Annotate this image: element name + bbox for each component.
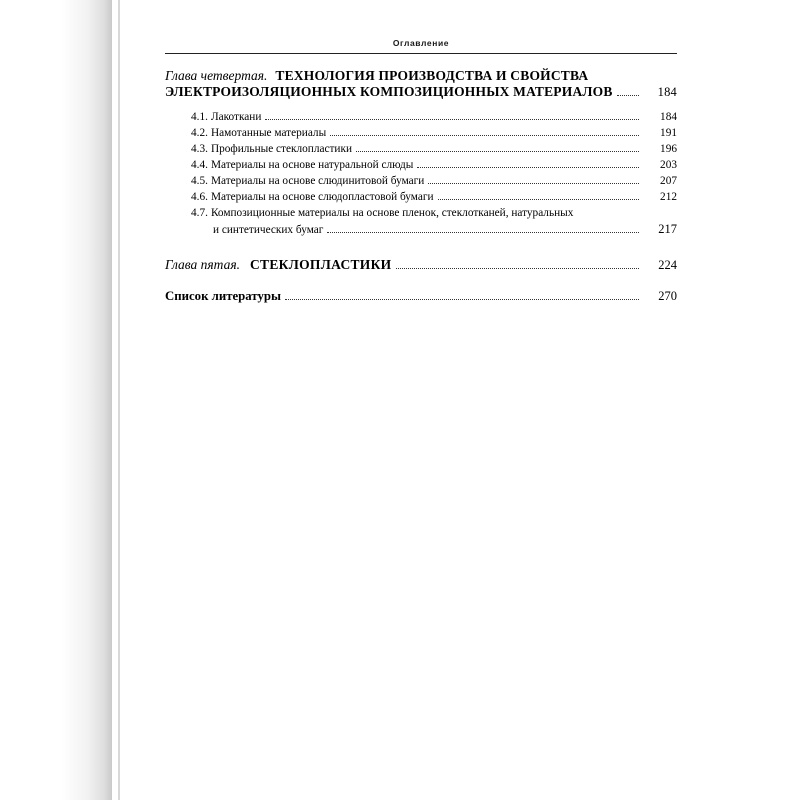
section-number: 4.5. — [191, 175, 208, 188]
section-number: 4.2. — [191, 127, 208, 140]
chapter-entry-five[interactable] — [165, 257, 677, 273]
section-title: Материалы на основе слюдопластовой бумаги — [210, 191, 434, 204]
header-rule — [165, 53, 677, 54]
running-head: Оглавление — [392, 38, 450, 48]
page-paper — [120, 0, 800, 800]
section-title: Материалы на основе слюдинитовой бумаги — [210, 175, 425, 188]
section-number: 4.1. — [191, 111, 208, 123]
leader-dots — [417, 167, 639, 168]
bibliography-entry[interactable] — [165, 289, 677, 304]
chapter-entry-four[interactable] — [165, 68, 677, 100]
table-of-contents — [165, 38, 677, 304]
leader-dots — [428, 183, 639, 184]
toc-row[interactable] — [191, 109, 677, 125]
chapter-five-title: СТЕКЛОПЛАСТИКИ — [250, 256, 392, 272]
chapter-five-page: 224 — [658, 257, 677, 272]
leader-dots — [617, 95, 639, 96]
section-number: 4.6. — [191, 191, 208, 204]
toc-row-line-1 — [191, 205, 677, 221]
leader-dots — [356, 151, 639, 152]
chapter-four-title-line-1: ТЕХНОЛОГИЯ ПРОИЗВОДСТВА И СВОЙСТВА — [275, 68, 589, 83]
chapter-four-title-line-2: ЭЛЕКТРОИЗОЛЯЦИОННЫХ КОМПОЗИЦИОННЫХ МАТЕРИАЛОВ — [165, 84, 613, 99]
leader-dots — [327, 232, 639, 233]
section-page: 184 — [660, 111, 677, 123]
chapter-five-label: Глава пятая. — [165, 256, 240, 272]
toc-row[interactable] — [191, 173, 677, 189]
section-page: 207 — [660, 175, 677, 188]
bibliography-page: 270 — [658, 288, 677, 303]
toc-row[interactable] — [191, 141, 677, 157]
chapter-four-line-2 — [165, 84, 677, 100]
section-page: 212 — [660, 191, 677, 204]
section-number: 4.7. — [191, 207, 208, 220]
leader-dots — [396, 268, 640, 269]
chapter-four-page: 184 — [657, 85, 677, 99]
toc-row[interactable] — [191, 205, 677, 239]
book-spine-shadow — [0, 0, 112, 800]
toc-row[interactable] — [191, 125, 677, 141]
section-page: 217 — [658, 222, 677, 237]
section-title: Материалы на основе натуральной слюды — [210, 159, 414, 172]
chapter-four-line-1 — [165, 68, 677, 84]
section-title: Намотанные материалы — [210, 127, 327, 140]
leader-dots — [265, 119, 639, 120]
section-title: Лакоткани — [210, 111, 262, 123]
leader-dots — [285, 299, 639, 300]
toc-row-line-2 — [213, 221, 677, 239]
section-title: Профильные стеклопластики — [210, 143, 353, 156]
section-list — [191, 109, 677, 239]
section-number: 4.4. — [191, 159, 208, 172]
section-title-continued: и синтетических бумаг — [213, 224, 324, 237]
section-page: 191 — [660, 127, 677, 140]
leader-dots — [330, 135, 639, 136]
toc-row[interactable] — [191, 189, 677, 205]
toc-row[interactable] — [191, 157, 677, 173]
section-number: 4.3. — [191, 143, 208, 156]
chapter-four-label: Глава четвертая. — [165, 68, 268, 83]
leader-dots — [438, 199, 639, 200]
section-title: Композиционные материалы на основе пленок, стеклотканей, натуральных — [210, 207, 574, 220]
section-page: 203 — [660, 159, 677, 172]
bibliography-title: Список литературы — [165, 288, 281, 303]
section-page: 196 — [660, 143, 677, 156]
